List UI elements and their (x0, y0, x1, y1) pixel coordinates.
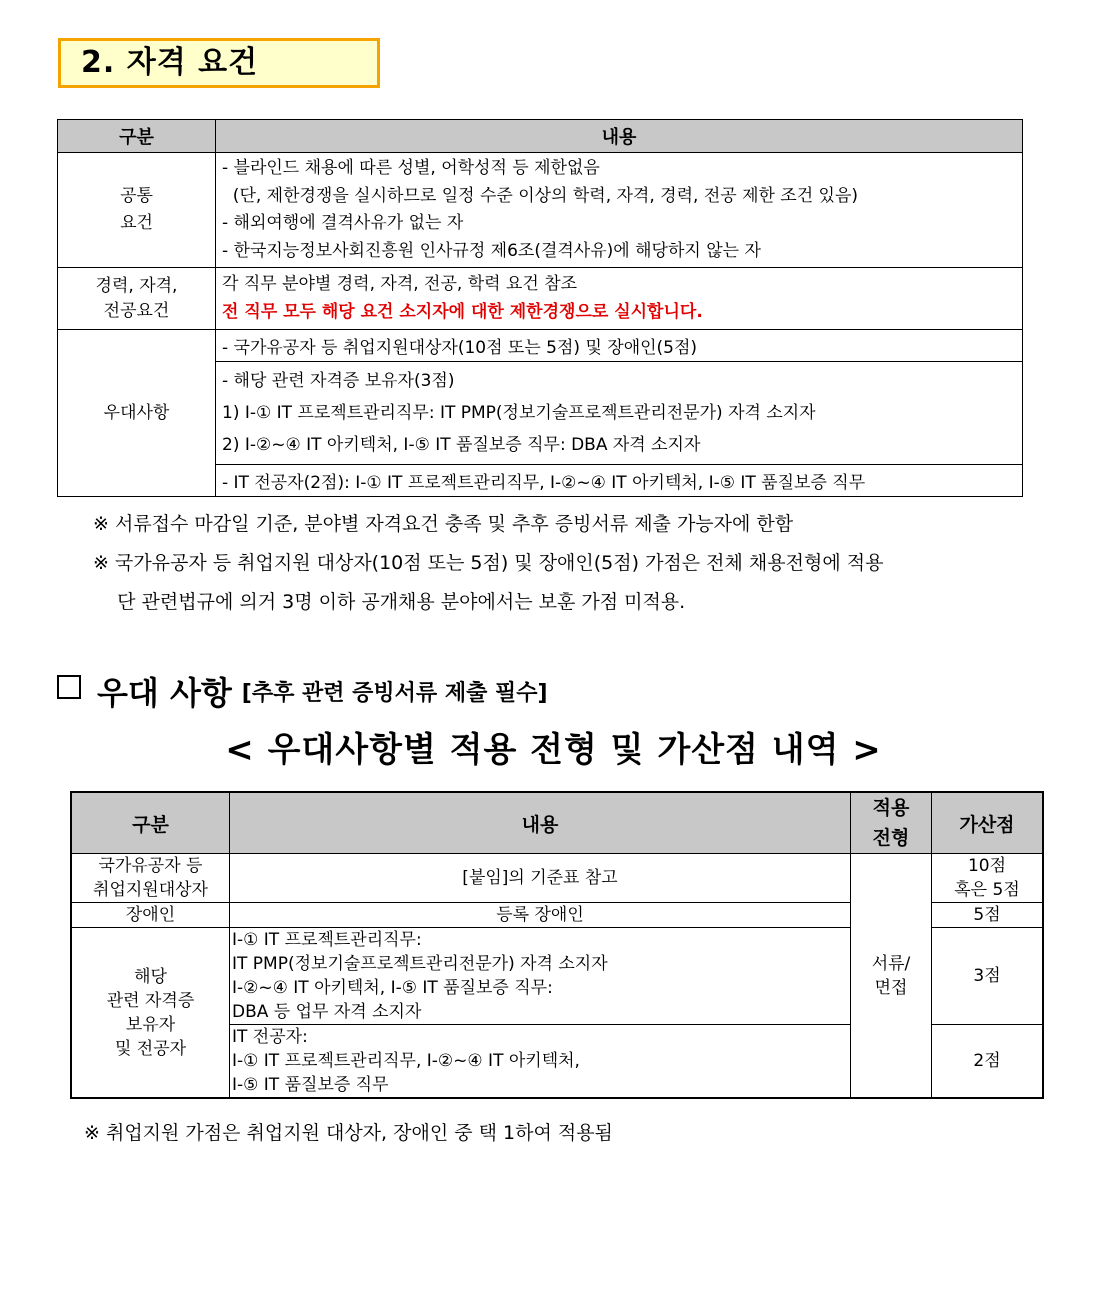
content-line: IT 전공자: (232, 1027, 308, 1047)
points-cell: 5점 (932, 903, 1044, 928)
content-cell (216, 330, 1023, 362)
content-line: - 블라인드 채용에 따른 성별, 어학성적 등 제한없음 (222, 158, 600, 178)
category-line: 해당 (134, 966, 167, 987)
content-cell: [붙임]의 기준표 참고 (230, 854, 851, 903)
content-line: - 한국지능정보사회진흥원 인사규정 제6조(결격사유)에 해당하지 않는 자 (222, 240, 761, 261)
content-line: Ⅰ-① IT 프로젝트관리직무, Ⅰ-②~④ IT 아키텍처, (232, 1051, 580, 1071)
content-line: 각 직무 분야별 경력, 자격, 전공, 학력 요건 참조 (222, 274, 578, 294)
points-cell: 3점 (932, 928, 1044, 1025)
preference-points-table (70, 791, 1044, 1099)
content-line: Ⅰ-① IT 프로젝트관리직무: (232, 930, 422, 950)
content-line: Ⅰ-⑤ IT 품질보증 직무 (232, 1075, 389, 1095)
note-line: 단 관련법규에 의거 3명 이하 공개채용 분야에서는 보훈 가점 미적용. (93, 591, 686, 613)
content-cell: 등록 장애인 (230, 903, 851, 928)
category-line: 경력, 자격, (95, 275, 178, 296)
content-cell (216, 362, 1023, 465)
category-line: 보유자 (125, 1014, 176, 1035)
section-heading-subtitle: [추후 관련 증빙서류 제출 필수] (241, 680, 548, 706)
category-cell (71, 854, 230, 903)
header-content: 내용 (216, 120, 1023, 153)
content-line: 2) Ⅰ-②~④ IT 아키텍처, Ⅰ-⑤ IT 품질보증 직무: DBA 자격 소지자 (222, 435, 701, 455)
note-line: ※ 서류접수 마감일 기준, 분야별 자격요건 충족 및 추후 증빙서류 제출 가능자에 한함 (93, 513, 794, 535)
header-stage-line: 적용 (872, 797, 910, 819)
points-line: 혹은 5점 (954, 880, 1020, 900)
table-row-common (58, 153, 1023, 268)
table-row-preference (58, 330, 1023, 362)
table-header-row (71, 792, 1043, 854)
content-line: - 해당 관련 자격증 보유자(3점) (222, 371, 455, 391)
checkbox-square-icon (57, 675, 81, 699)
header-stage-line: 전형 (872, 827, 910, 849)
points-cell: 2점 (932, 1025, 1044, 1099)
category-line: 취업지원대상자 (93, 880, 208, 900)
content-cell (230, 1025, 851, 1099)
content-line: (단, 제한경쟁을 실시하므로 일정 수준 이상의 학력, 자격, 경력, 전공 제한 조건 있음) (222, 185, 859, 206)
category-cell (58, 268, 216, 330)
category-cell (58, 153, 216, 268)
category-line: 공통 (120, 186, 153, 206)
header-category: 구분 (71, 792, 230, 854)
content-line: 1) Ⅰ-① IT 프로젝트관리직무: IT PMP(정보기술프로젝트관리전문가) 자격 소지자 (222, 403, 816, 423)
category-line: 및 전공자 (114, 1038, 187, 1059)
qualification-table (57, 119, 1023, 497)
table-caption: < 우대사항별 적용 전형 및 가산점 내역 > (225, 730, 882, 770)
stage-line: 서류/ (871, 953, 911, 974)
content-cell (216, 268, 1023, 330)
category-line: 국가유공자 등 (98, 856, 203, 876)
content-line: IT PMP(정보기술프로젝트관리전문가) 자격 소지자 (232, 954, 608, 974)
category-line: 전공요건 (103, 300, 170, 321)
category-cell: 장애인 (71, 903, 230, 928)
table-header-row (58, 120, 1023, 153)
stage-cell (851, 854, 932, 1099)
category-line: 관련 자격증 (106, 990, 195, 1011)
notes-block (93, 505, 883, 622)
content-cell (230, 928, 851, 1025)
points-line: 10점 (967, 856, 1007, 876)
stage-line: 면접 (874, 977, 908, 998)
content-cell (216, 153, 1023, 268)
header-points: 가산점 (932, 792, 1044, 854)
content-line: Ⅰ-②~④ IT 아키텍처, Ⅰ-⑤ IT 품질보증 직무: (232, 978, 553, 998)
header-content: 내용 (230, 792, 851, 854)
section-heading-title: 우대 사항 (97, 674, 232, 712)
header-category: 구분 (58, 120, 216, 153)
header-stage (851, 792, 932, 854)
content-line: DBA 등 업무 자격 소지자 (232, 1002, 422, 1022)
category-cell (71, 928, 230, 1099)
content-line: - IT 전공자(2점): Ⅰ-① IT 프로젝트관리직무, Ⅰ-②~④ IT 아키텍처, Ⅰ-⑤ IT 품질보증 직무 (222, 473, 866, 493)
content-line: - 해외여행에 결격사유가 없는 자 (222, 213, 464, 233)
note-line: ※ 국가유공자 등 취업지원 대상자(10점 또는 5점) 및 장애인(5점) 가점은 전체 채용전형에 적용 (93, 552, 884, 574)
points-cell (932, 854, 1044, 903)
content-cell (216, 465, 1023, 497)
category-line: 요건 (120, 213, 153, 233)
bottom-note: ※ 취업지원 가점은 취업지원 대상자, 장애인 중 택 1하여 적용됨 (84, 1122, 613, 1144)
section-title: 2. 자격 요건 (58, 38, 380, 88)
table-row-career (58, 268, 1023, 330)
table-row (71, 854, 1043, 903)
content-line: - 국가유공자 등 취업지원대상자(10점 또는 5점) 및 장애인(5점) (222, 338, 698, 358)
category-cell: 우대사항 (58, 330, 216, 497)
preference-section-heading (57, 668, 548, 710)
highlight-line: 전 직무 모두 해당 요건 소지자에 대한 제한경쟁으로 실시합니다. (222, 301, 703, 322)
